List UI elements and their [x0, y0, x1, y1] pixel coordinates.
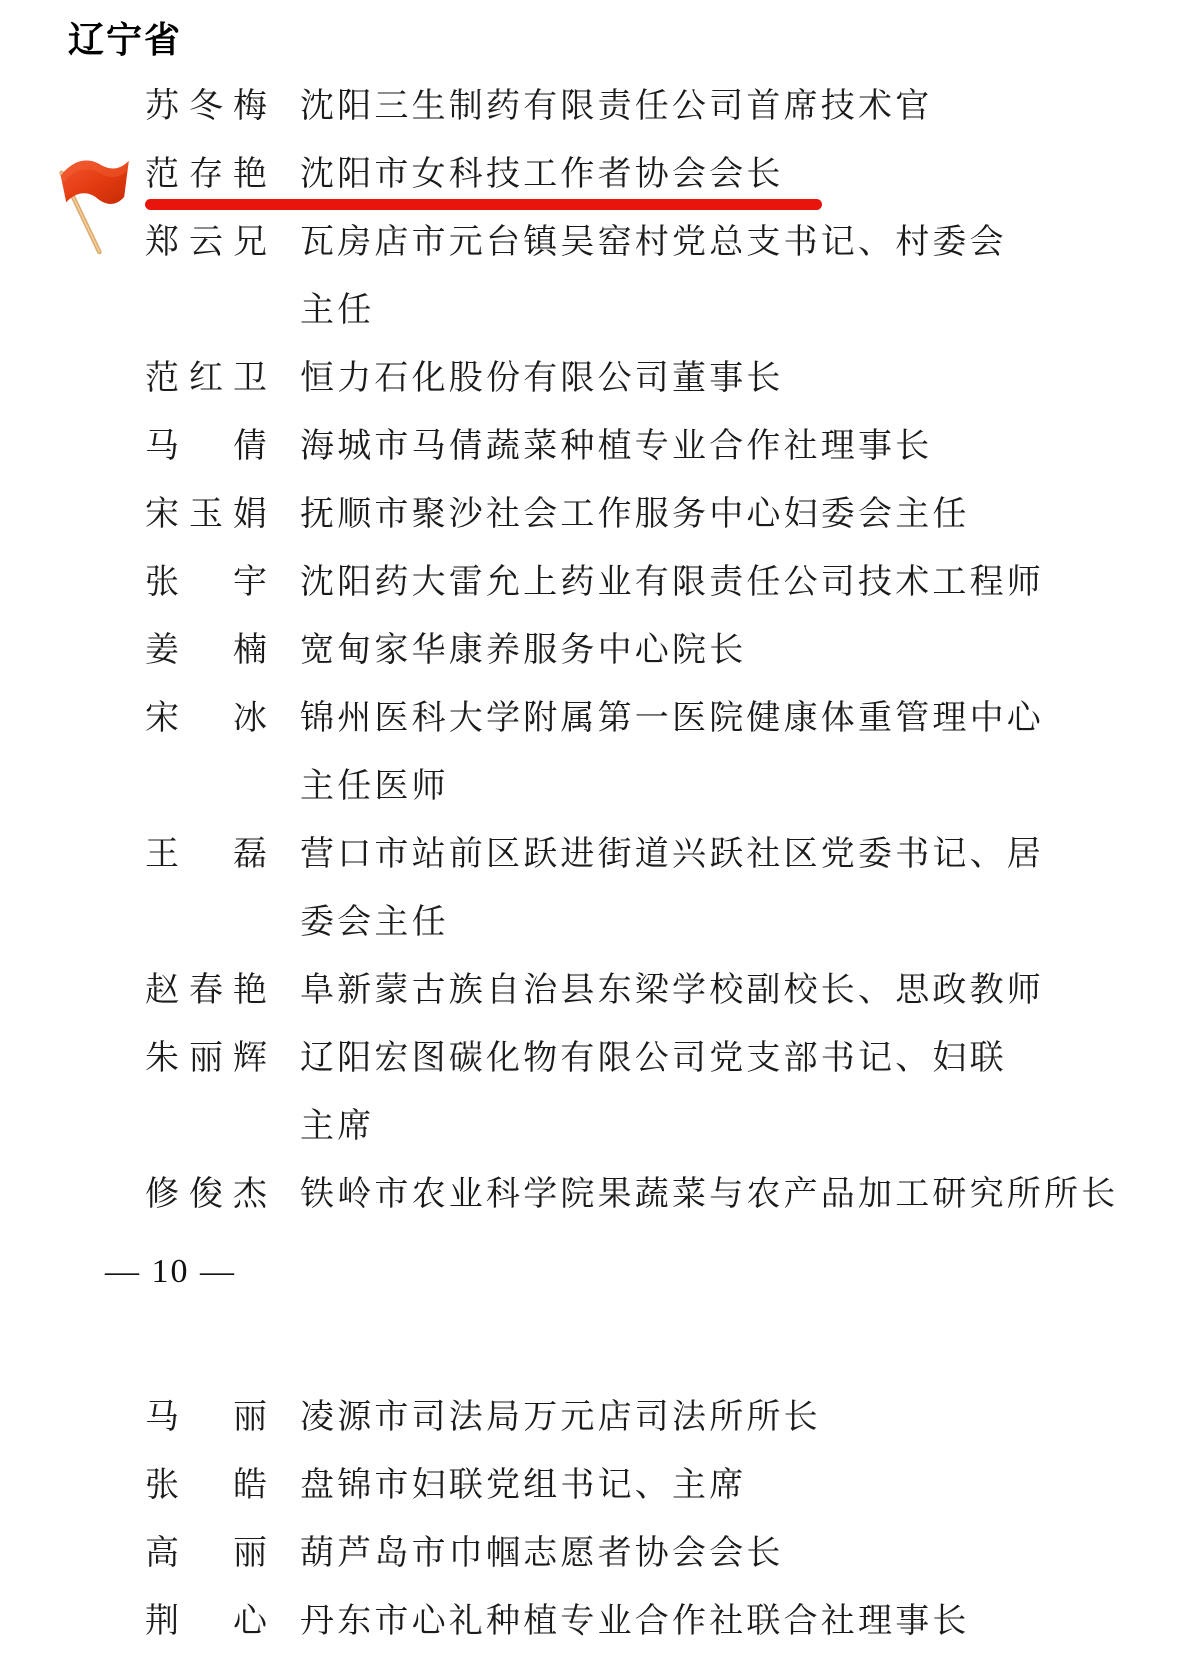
person-name	[145, 685, 267, 753]
name-char: 苏	[145, 88, 179, 125]
person-name	[145, 617, 267, 685]
name-char: 俊	[189, 1176, 223, 1213]
title-line: 抚顺市聚沙社会工作服务中心妇委会主任	[300, 496, 970, 533]
title-line: 宽甸家华康养服务中心院长	[300, 632, 747, 669]
name-char: 丽	[233, 1399, 267, 1436]
name-char: 修	[145, 1176, 179, 1213]
person-name	[145, 821, 267, 889]
list-entry	[0, 685, 1178, 821]
name-char: 兄	[233, 224, 267, 261]
province-header: 辽宁省	[68, 19, 183, 60]
name-char: 王	[145, 836, 179, 873]
name-char: 丽	[233, 1535, 267, 1572]
name-char: 范	[145, 360, 179, 397]
person-title	[300, 1161, 1118, 1229]
list-entry	[0, 549, 1178, 617]
title-line: 葫芦岛市巾帼志愿者协会会长	[300, 1535, 784, 1572]
name-char: 郑	[145, 224, 179, 261]
name-char: 宋	[145, 496, 179, 533]
person-title	[300, 413, 932, 481]
name-char: 冰	[233, 700, 267, 737]
name-char: 姜	[145, 632, 179, 669]
page-number: — 10 —	[105, 1253, 236, 1290]
list-entry	[0, 957, 1178, 1025]
title-line: 沈阳三生制药有限责任公司首席技术官	[300, 88, 933, 125]
name-char: 朱	[145, 1040, 179, 1077]
name-char: 红	[189, 360, 223, 397]
name-char: 楠	[233, 632, 267, 669]
person-name	[145, 1384, 267, 1452]
title-line: 盘锦市妇联党组书记、主席	[300, 1467, 747, 1504]
title-line: 沈阳药大雷允上药业有限责任公司技术工程师	[300, 564, 1044, 601]
title-line: 主席	[300, 1108, 375, 1145]
entries-list-page1	[0, 73, 1178, 1229]
title-line: 营口市站前区跃进街道兴跃社区党委书记、居	[300, 836, 1044, 873]
person-name	[145, 549, 267, 617]
person-title	[300, 821, 1044, 957]
name-char: 春	[189, 972, 223, 1009]
name-char: 艳	[233, 156, 267, 193]
person-name	[145, 1520, 267, 1588]
person-name	[145, 481, 267, 549]
title-line: 铁岭市农业科学院果蔬菜与农产品加工研究所所长	[300, 1176, 1119, 1213]
person-name	[145, 1161, 267, 1229]
name-char: 张	[145, 1467, 179, 1504]
person-name	[145, 957, 267, 1025]
name-char: 磊	[233, 836, 267, 873]
title-line: 锦州医科大学附属第一医院健康体重管理中心	[300, 700, 1044, 737]
name-char: 艳	[233, 972, 267, 1009]
title-line: 委会主任	[300, 904, 449, 941]
person-title	[300, 617, 746, 685]
name-char: 倩	[233, 428, 267, 465]
title-line: 阜新蒙古族自治县东梁学校副校长、思政教师	[300, 972, 1044, 1009]
name-char: 荆	[145, 1603, 179, 1640]
name-char: 高	[145, 1535, 179, 1572]
name-char: 马	[145, 428, 179, 465]
person-title	[300, 1025, 1007, 1161]
title-line: 凌源市司法局万元店司法所所长	[300, 1399, 821, 1436]
person-title	[300, 73, 932, 141]
person-name	[145, 1025, 267, 1093]
list-entry	[0, 1452, 1178, 1520]
name-char: 丽	[189, 1040, 223, 1077]
name-char: 存	[189, 156, 223, 193]
person-title	[300, 1452, 746, 1520]
name-char: 皓	[233, 1467, 267, 1504]
name-char: 冬	[189, 88, 223, 125]
person-title	[300, 1384, 821, 1452]
list-entry	[0, 345, 1178, 413]
title-line: 海城市马倩蔬菜种植专业合作社理事长	[300, 428, 933, 465]
name-char: 宇	[233, 564, 267, 601]
list-entry	[0, 617, 1178, 685]
person-title	[300, 209, 1007, 345]
list-entry	[0, 821, 1178, 957]
entries-list-page2	[0, 1384, 1178, 1656]
list-entry	[0, 1161, 1178, 1229]
name-char: 玉	[189, 496, 223, 533]
title-line: 瓦房店市元台镇吴窑村党总支书记、村委会	[300, 224, 1007, 261]
person-title	[300, 345, 784, 413]
list-entry	[0, 1520, 1178, 1588]
name-char: 宋	[145, 700, 179, 737]
document-page	[0, 18, 1178, 1664]
name-char: 辉	[233, 1040, 267, 1077]
list-entry	[0, 209, 1178, 345]
list-entry	[0, 1025, 1178, 1161]
person-title	[300, 957, 1044, 1025]
name-char: 赵	[145, 972, 179, 1009]
name-char: 范	[145, 156, 179, 193]
name-char: 卫	[233, 360, 267, 397]
name-char: 娟	[233, 496, 267, 533]
title-line: 恒力石化股份有限公司董事长	[300, 360, 784, 397]
name-char: 张	[145, 564, 179, 601]
name-char: 梅	[233, 88, 267, 125]
person-title	[300, 549, 1044, 617]
name-char: 云	[189, 224, 223, 261]
person-name	[145, 73, 267, 141]
list-entry	[0, 73, 1178, 141]
name-char: 杰	[233, 1176, 267, 1213]
title-line: 沈阳市女科技工作者协会会长	[300, 156, 784, 193]
person-title	[300, 1520, 784, 1588]
list-entry	[0, 141, 1178, 209]
person-name	[145, 209, 267, 277]
list-entry	[0, 481, 1178, 549]
list-entry	[0, 1384, 1178, 1452]
person-title	[300, 685, 1044, 821]
title-line: 丹东市心礼种植专业合作社联合社理事长	[300, 1603, 970, 1640]
title-line: 辽阳宏图碳化物有限公司党支部书记、妇联	[300, 1040, 1007, 1077]
list-entry	[0, 413, 1178, 481]
name-char: 心	[233, 1603, 267, 1640]
title-line: 主任	[300, 292, 375, 329]
person-name	[145, 345, 267, 413]
person-name	[145, 1588, 267, 1656]
person-title	[300, 481, 970, 549]
person-name	[145, 413, 267, 481]
list-entry	[0, 1588, 1178, 1656]
title-line: 主任医师	[300, 768, 449, 805]
person-title	[300, 1588, 970, 1656]
person-name	[145, 1452, 267, 1520]
name-char: 马	[145, 1399, 179, 1436]
